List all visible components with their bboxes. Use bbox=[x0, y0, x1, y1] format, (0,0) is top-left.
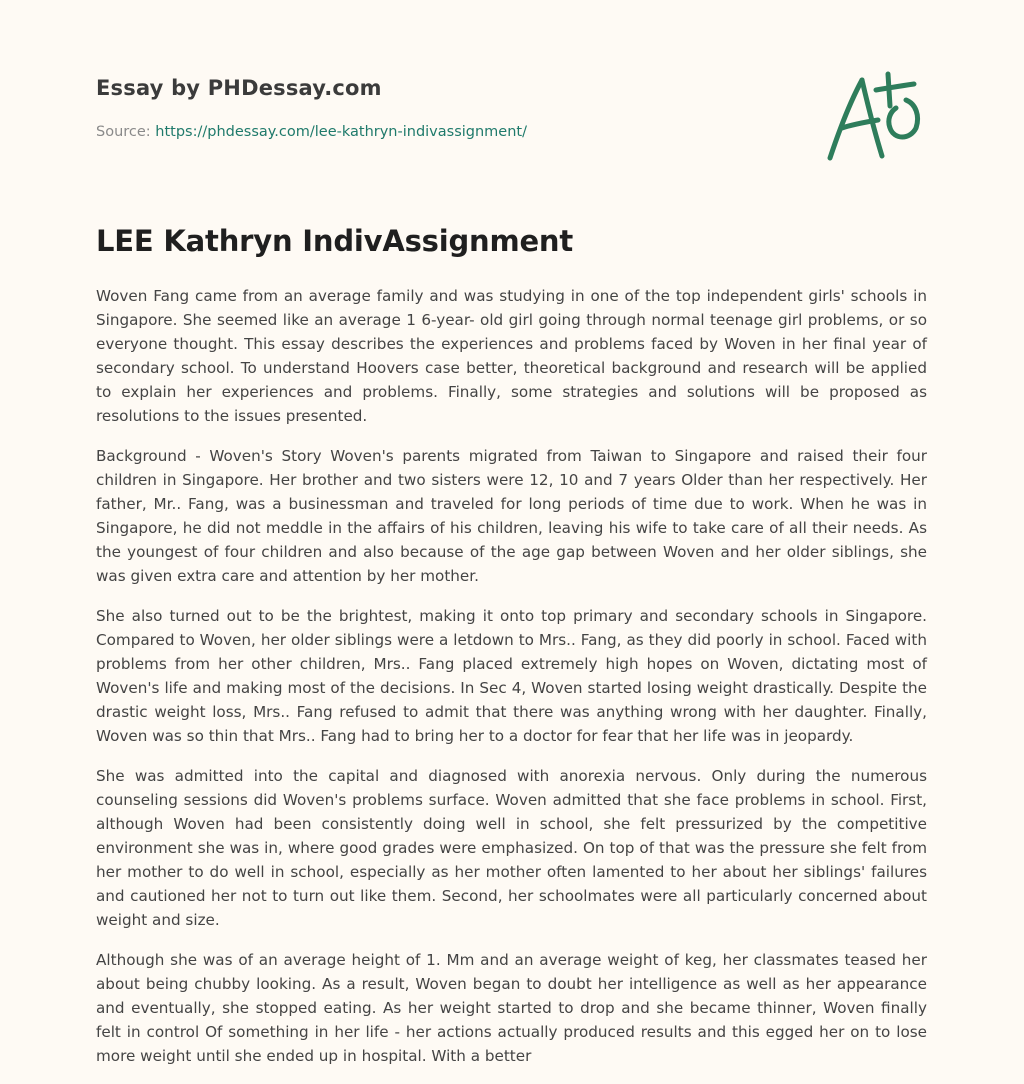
essay-paragraph: She was admitted into the capital and diagnosed with anorexia nervous. Only during the numerous counseling sessions did Woven's problems surface. Woven admitted that she face problems in school. First, although Woven had been consistently doing well in school, she felt pressurized by the competitive environment she was in, where good grades were emphasized. On top of that was the pressure she felt from her mother to do well in school, especially as her mother often lamented to her about her siblings' failures and cautioned her not to turn out like them. Second, her schoolmates were all particularly concerned about weight and size. bbox=[96, 767, 927, 929]
site-brand: Essay by PHDessay.com bbox=[96, 76, 382, 100]
source-link[interactable]: https://phdessay.com/lee-kathryn-indivassignment/ bbox=[155, 124, 527, 140]
source-label: Source: bbox=[96, 124, 156, 140]
essay-title: LEE Kathryn IndivAssignment bbox=[96, 224, 574, 258]
essay-paragraph: Background - Woven's Story Woven's parents migrated from Taiwan to Singapore and raised their four children in Singapore. Her brother and two sisters were 12, 10 and 7 years Older than her respectively. Her father, Mr.. Fang, was a businessman and traveled for long periods of time due to work. When he was in Singapore, he did not meddle in the affairs of his children, leaving his wife to take care of all their needs. As the youngest of four children and also because of the age gap between Woven and her older siblings, she was given extra care and attention by her mother. bbox=[96, 447, 927, 585]
source-line bbox=[96, 124, 527, 140]
essay-body bbox=[96, 284, 927, 1084]
essay-paragraph: Woven Fang came from an average family and was studying in one of the top independent girls' schools in Singapore. She seemed like an average 1 6-year- old girl going through normal teenage girl problems, or so everyone thought. This essay describes the experiences and problems faced by Woven in her final year of secondary school. To understand Hoovers case better, theoretical background and research will be applied to explain her experiences and problems. Finally, some strategies and solutions will be proposed as resolutions to the issues presented. bbox=[96, 287, 927, 425]
a-plus-grade-icon bbox=[818, 66, 930, 166]
essay-paragraph: She also turned out to be the brightest, making it onto top primary and secondary schools in Singapore. Compared to Woven, her older siblings were a letdown to Mrs.. Fang, as they did poorly in school. Faced with problems from her other children, Mrs.. Fang placed extremely high hopes on Woven, dictating most of Woven's life and making most of the decisions. In Sec 4, Woven started losing weight drastically. Despite the drastic weight loss, Mrs.. Fang refused to admit that there was anything wrong with her daughter. Finally, Woven was so thin that Mrs.. Fang had to bring her to a doctor for fear that her life was in jeopardy. bbox=[96, 607, 927, 745]
essay-paragraph: Although she was of an average height of 1. Mm and an average weight of keg, her classmates teased her about being chubby looking. As a result, Woven began to doubt her intelligence as well as her appearance and eventually, she stopped eating. As her weight started to drop and she became thinner, Woven finally felt in control Of something in her life - her actions actually produced results and this egged her on to lose more weight until she ended up in hospital. With a better bbox=[96, 951, 927, 1065]
